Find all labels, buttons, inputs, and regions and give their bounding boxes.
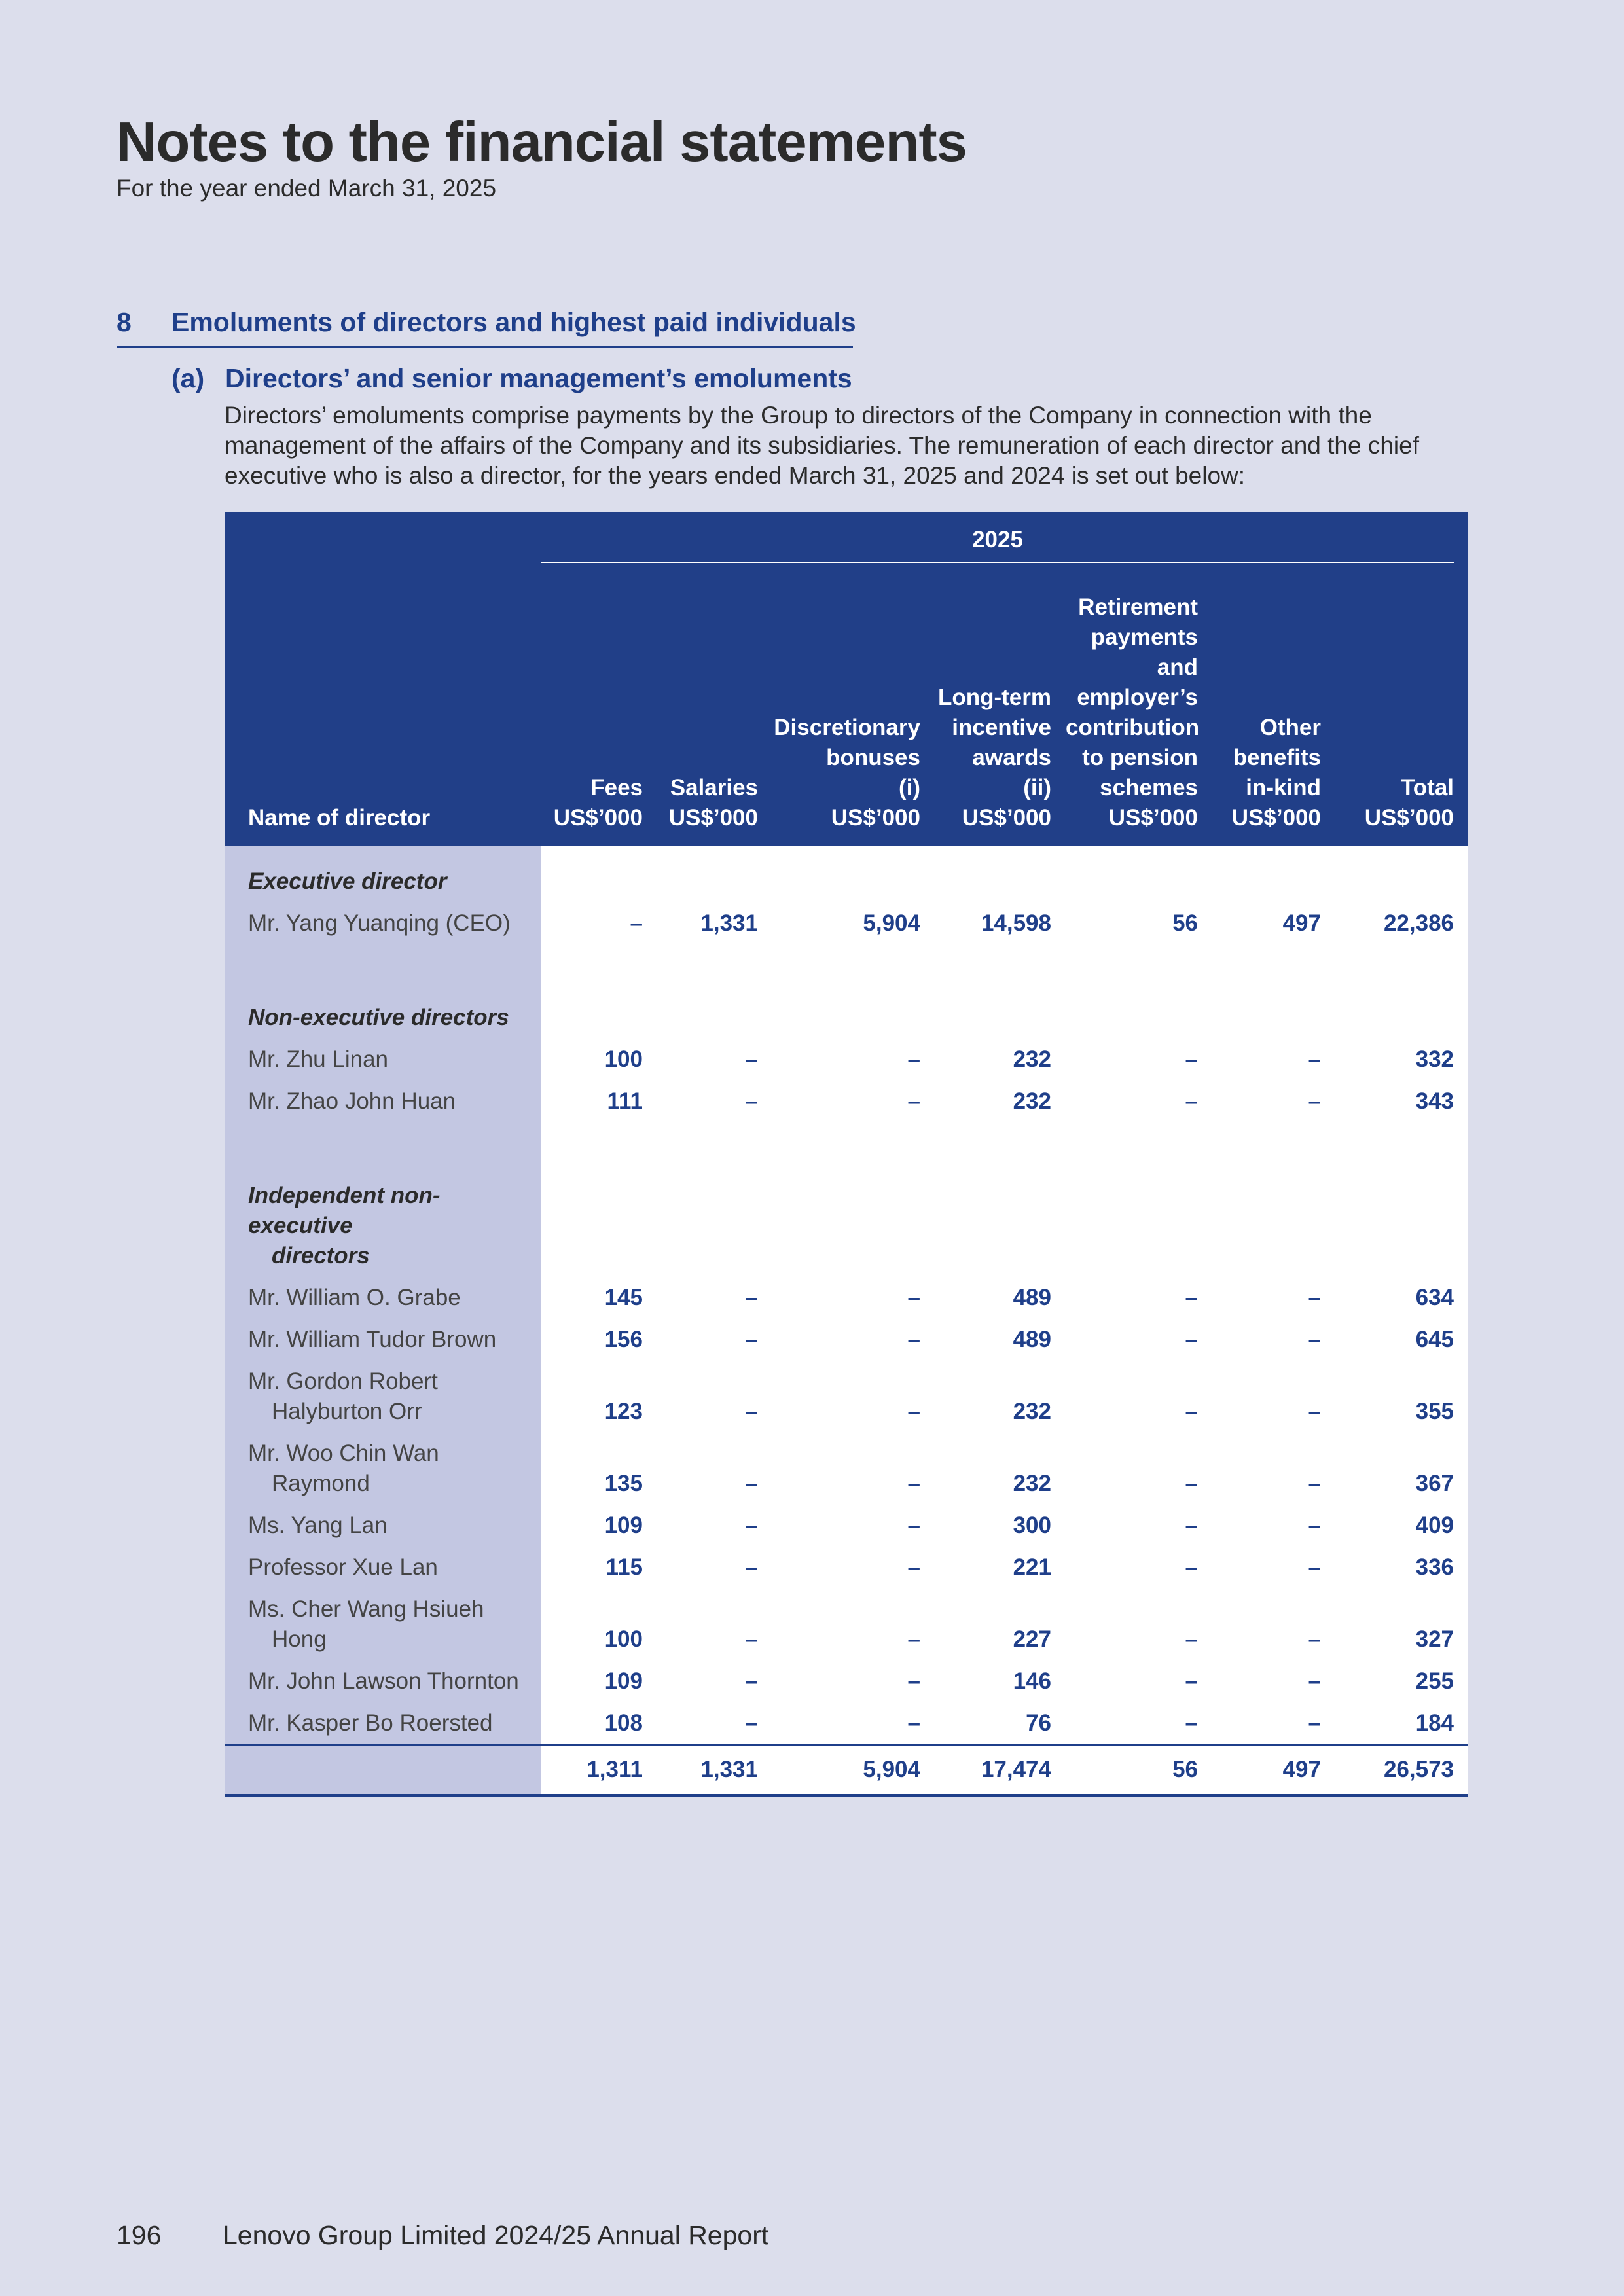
value-cell-bonuses: – bbox=[772, 1547, 935, 1588]
spacer-row bbox=[225, 944, 1468, 971]
value-cell-bonuses: – bbox=[772, 1433, 935, 1505]
value-cell-other: – bbox=[1212, 1039, 1335, 1081]
subsection-heading bbox=[171, 361, 852, 395]
value-cell-ltia: 221 bbox=[935, 1547, 1066, 1588]
spacer-name-cell bbox=[225, 1122, 541, 1149]
value-cell-bonuses: – bbox=[772, 1588, 935, 1660]
value-cell-fees: 100 bbox=[541, 1588, 657, 1660]
spacer-cell bbox=[1335, 971, 1468, 997]
column-header-unit: US$’000 bbox=[1231, 805, 1321, 831]
value-cell-fees: 111 bbox=[541, 1081, 657, 1122]
section-number: 8 bbox=[117, 307, 132, 337]
director-name bbox=[225, 1702, 541, 1745]
subsection-title: Directors’ and senior management’s emoluments bbox=[225, 363, 852, 393]
category-row bbox=[225, 861, 1468, 903]
value-cell-bonuses: 5,904 bbox=[772, 903, 935, 944]
spacer-cell bbox=[772, 1122, 935, 1149]
year-blank-cell bbox=[225, 512, 541, 565]
value-cell-fees: 156 bbox=[541, 1319, 657, 1361]
column-header-unit: US$’000 bbox=[668, 805, 758, 831]
spacer-cell bbox=[935, 944, 1066, 971]
director-name bbox=[225, 1319, 541, 1361]
value-cell-retirement: – bbox=[1066, 1039, 1212, 1081]
year-header bbox=[541, 512, 1468, 565]
column-header-label: Salaries bbox=[670, 775, 758, 800]
table-row bbox=[225, 1588, 1468, 1660]
value-cell-total: 343 bbox=[1335, 1081, 1468, 1122]
empty-cell bbox=[1212, 1175, 1335, 1277]
value-cell-total: 634 bbox=[1335, 1277, 1468, 1319]
total-cell-ltia: 17,474 bbox=[935, 1745, 1066, 1795]
value-cell-ltia: 300 bbox=[935, 1505, 1066, 1547]
value-cell-fees: 109 bbox=[541, 1660, 657, 1702]
value-cell-retirement: – bbox=[1066, 1361, 1212, 1433]
table-row bbox=[225, 1433, 1468, 1505]
empty-cell bbox=[1066, 861, 1212, 903]
spacer-cell bbox=[657, 971, 772, 997]
column-header-unit: US$’000 bbox=[831, 805, 920, 831]
value-cell-total: 255 bbox=[1335, 1660, 1468, 1702]
value-cell-ltia: 146 bbox=[935, 1660, 1066, 1702]
director-name bbox=[225, 1361, 541, 1433]
total-cell-fees: 1,311 bbox=[541, 1745, 657, 1795]
spacer-cell bbox=[657, 1122, 772, 1149]
year-label: 2025 bbox=[541, 514, 1454, 563]
value-cell-other: 497 bbox=[1212, 903, 1335, 944]
table-row bbox=[225, 1505, 1468, 1547]
empty-cell bbox=[541, 997, 657, 1039]
column-header-bonuses bbox=[772, 565, 935, 846]
director-name-line: Raymond bbox=[272, 1471, 370, 1496]
column-header-other-benefits bbox=[1212, 565, 1335, 846]
value-cell-bonuses: – bbox=[772, 1505, 935, 1547]
director-name bbox=[225, 1660, 541, 1702]
spacer-cell bbox=[1335, 846, 1468, 861]
spacer-cell bbox=[772, 971, 935, 997]
table-year-row bbox=[225, 512, 1468, 565]
spacer-cell bbox=[1335, 1122, 1468, 1149]
page-footer bbox=[117, 2219, 768, 2251]
category-label-line: Executive director bbox=[248, 869, 447, 894]
spacer-cell bbox=[1335, 944, 1468, 971]
value-cell-total: 22,386 bbox=[1335, 903, 1468, 944]
spacer-cell bbox=[772, 944, 935, 971]
value-cell-retirement: – bbox=[1066, 1588, 1212, 1660]
value-cell-salaries: – bbox=[657, 1039, 772, 1081]
column-header-label: Long-term incentive awards (ii) bbox=[937, 685, 1051, 800]
value-cell-other: – bbox=[1212, 1588, 1335, 1660]
value-cell-other: – bbox=[1212, 1081, 1335, 1122]
table-row bbox=[225, 1039, 1468, 1081]
column-header-unit: US$’000 bbox=[1364, 805, 1454, 831]
value-cell-ltia: 232 bbox=[935, 1039, 1066, 1081]
spacer-name-cell bbox=[225, 1149, 541, 1175]
director-name-line: Mr. Woo Chin Wan bbox=[248, 1441, 439, 1466]
value-cell-ltia: 232 bbox=[935, 1433, 1066, 1505]
emoluments-table bbox=[225, 512, 1468, 1797]
column-header-unit: US$’000 bbox=[962, 805, 1051, 831]
director-name-line: Mr. Zhao John Huan bbox=[248, 1088, 456, 1114]
value-cell-bonuses: – bbox=[772, 1039, 935, 1081]
total-cell-retirement: 56 bbox=[1066, 1745, 1212, 1795]
category-label-line: Independent non-executive bbox=[248, 1183, 441, 1238]
value-cell-ltia: 232 bbox=[935, 1081, 1066, 1122]
value-cell-retirement: – bbox=[1066, 1547, 1212, 1588]
value-cell-other: – bbox=[1212, 1702, 1335, 1745]
column-header-label: Total bbox=[1401, 775, 1454, 800]
value-cell-salaries: – bbox=[657, 1547, 772, 1588]
value-cell-salaries: – bbox=[657, 1660, 772, 1702]
value-cell-other: – bbox=[1212, 1433, 1335, 1505]
spacer-cell bbox=[1212, 1122, 1335, 1149]
director-name-line: Mr. Yang Yuanqing (CEO) bbox=[248, 910, 511, 936]
value-cell-fees: 115 bbox=[541, 1547, 657, 1588]
column-header-unit: US$’000 bbox=[553, 805, 643, 831]
column-header-unit: US$’000 bbox=[1108, 805, 1198, 831]
value-cell-retirement: – bbox=[1066, 1660, 1212, 1702]
director-name-line: Mr. Zhu Linan bbox=[248, 1047, 388, 1072]
spacer-cell bbox=[1066, 846, 1212, 861]
director-name bbox=[225, 1547, 541, 1588]
page-title: Notes to the financial statements bbox=[117, 111, 967, 173]
spacer-cell bbox=[541, 846, 657, 861]
spacer-row bbox=[225, 1149, 1468, 1175]
spacer-cell bbox=[935, 971, 1066, 997]
value-cell-salaries: – bbox=[657, 1277, 772, 1319]
table-row bbox=[225, 903, 1468, 944]
column-header-label: Retirement payments and employer’s contribution to pension schemes bbox=[1066, 594, 1200, 800]
value-cell-salaries: – bbox=[657, 1588, 772, 1660]
director-name bbox=[225, 1039, 541, 1081]
spacer-cell bbox=[657, 1149, 772, 1175]
director-name-line: Mr. William O. Grabe bbox=[248, 1285, 461, 1310]
spacer-cell bbox=[1066, 971, 1212, 997]
value-cell-other: – bbox=[1212, 1660, 1335, 1702]
value-cell-retirement: – bbox=[1066, 1505, 1212, 1547]
column-header-name bbox=[225, 565, 541, 846]
category-label bbox=[225, 997, 541, 1039]
empty-cell bbox=[657, 861, 772, 903]
value-cell-other: – bbox=[1212, 1505, 1335, 1547]
column-header-retirement bbox=[1066, 565, 1212, 846]
value-cell-other: – bbox=[1212, 1547, 1335, 1588]
director-name bbox=[225, 1277, 541, 1319]
value-cell-retirement: – bbox=[1066, 1702, 1212, 1745]
empty-cell bbox=[541, 861, 657, 903]
empty-cell bbox=[657, 1175, 772, 1277]
empty-cell bbox=[657, 997, 772, 1039]
value-cell-total: 336 bbox=[1335, 1547, 1468, 1588]
value-cell-salaries: 1,331 bbox=[657, 903, 772, 944]
table-row bbox=[225, 1361, 1468, 1433]
value-cell-total: 355 bbox=[1335, 1361, 1468, 1433]
value-cell-total: 367 bbox=[1335, 1433, 1468, 1505]
category-row bbox=[225, 997, 1468, 1039]
column-header-label: Fees bbox=[590, 775, 643, 800]
spacer-cell bbox=[935, 1149, 1066, 1175]
category-label bbox=[225, 1175, 541, 1277]
section-title: Emoluments of directors and highest paid individuals bbox=[171, 307, 856, 337]
director-name-line: Mr. John Lawson Thornton bbox=[248, 1668, 519, 1694]
director-name-line: Ms. Cher Wang Hsiueh bbox=[248, 1596, 484, 1622]
spacer-name-cell bbox=[225, 846, 541, 861]
spacer-row bbox=[225, 846, 1468, 861]
spacer-cell bbox=[1066, 1122, 1212, 1149]
value-cell-total: 327 bbox=[1335, 1588, 1468, 1660]
value-cell-total: 184 bbox=[1335, 1702, 1468, 1745]
spacer-cell bbox=[1212, 1149, 1335, 1175]
spacer-cell bbox=[935, 846, 1066, 861]
value-cell-fees: 108 bbox=[541, 1702, 657, 1745]
column-header-fees bbox=[541, 565, 657, 846]
table-row bbox=[225, 1319, 1468, 1361]
value-cell-bonuses: – bbox=[772, 1277, 935, 1319]
director-name-line: Hong bbox=[272, 1626, 327, 1652]
value-cell-salaries: – bbox=[657, 1702, 772, 1745]
spacer-cell bbox=[541, 1149, 657, 1175]
total-cell-other: 497 bbox=[1212, 1745, 1335, 1795]
director-name bbox=[225, 1505, 541, 1547]
value-cell-retirement: – bbox=[1066, 1277, 1212, 1319]
category-label bbox=[225, 861, 541, 903]
table-row bbox=[225, 1081, 1468, 1122]
value-cell-retirement: – bbox=[1066, 1319, 1212, 1361]
empty-cell bbox=[541, 1175, 657, 1277]
director-name-line: Mr. Gordon Robert bbox=[248, 1369, 438, 1394]
totals-row bbox=[225, 1745, 1468, 1795]
value-cell-bonuses: – bbox=[772, 1319, 935, 1361]
value-cell-salaries: – bbox=[657, 1433, 772, 1505]
column-header-salaries bbox=[657, 565, 772, 846]
empty-cell bbox=[1335, 997, 1468, 1039]
value-cell-other: – bbox=[1212, 1277, 1335, 1319]
table-column-header-row bbox=[225, 565, 1468, 846]
value-cell-ltia: 232 bbox=[935, 1361, 1066, 1433]
total-cell-bonuses: 5,904 bbox=[772, 1745, 935, 1795]
value-cell-fees: – bbox=[541, 903, 657, 944]
page-subtitle: For the year ended March 31, 2025 bbox=[117, 175, 497, 202]
section-heading bbox=[117, 305, 856, 348]
publication-title: Lenovo Group Limited 2024/25 Annual Report bbox=[223, 2220, 769, 2250]
value-cell-ltia: 227 bbox=[935, 1588, 1066, 1660]
spacer-cell bbox=[935, 1122, 1066, 1149]
totals-name-cell bbox=[225, 1745, 541, 1795]
empty-cell bbox=[1335, 861, 1468, 903]
table-row bbox=[225, 1547, 1468, 1588]
value-cell-ltia: 76 bbox=[935, 1702, 1066, 1745]
column-header-total bbox=[1335, 565, 1468, 846]
value-cell-fees: 123 bbox=[541, 1361, 657, 1433]
director-name-line: Mr. Kasper Bo Roersted bbox=[248, 1710, 493, 1736]
column-header-label: Discretionary bonuses (i) bbox=[774, 715, 920, 800]
value-cell-salaries: – bbox=[657, 1081, 772, 1122]
spacer-cell bbox=[1212, 971, 1335, 997]
value-cell-ltia: 14,598 bbox=[935, 903, 1066, 944]
spacer-cell bbox=[657, 944, 772, 971]
value-cell-ltia: 489 bbox=[935, 1319, 1066, 1361]
intro-paragraph: Directors’ emoluments comprise payments by the Group to directors of the Company in connection with the management of the affairs of the Company and its subsidiaries. The remuneration of each director and the chief executive who is also a director, for the years ended March 31, 2025 and 2024 is set out below: bbox=[225, 402, 1420, 489]
spacer-row bbox=[225, 971, 1468, 997]
spacer-cell bbox=[1335, 1149, 1468, 1175]
subsection-number: (a) bbox=[171, 363, 205, 393]
empty-cell bbox=[1335, 1175, 1468, 1277]
spacer-cell bbox=[1066, 944, 1212, 971]
spacer-name-cell bbox=[225, 944, 541, 971]
table-row bbox=[225, 1702, 1468, 1745]
empty-cell bbox=[772, 997, 935, 1039]
value-cell-fees: 145 bbox=[541, 1277, 657, 1319]
value-cell-bonuses: – bbox=[772, 1361, 935, 1433]
spacer-cell bbox=[657, 846, 772, 861]
value-cell-salaries: – bbox=[657, 1505, 772, 1547]
spacer-cell bbox=[1212, 944, 1335, 971]
total-cell-total: 26,573 bbox=[1335, 1745, 1468, 1795]
value-cell-total: 332 bbox=[1335, 1039, 1468, 1081]
value-cell-bonuses: – bbox=[772, 1660, 935, 1702]
table-body bbox=[225, 846, 1468, 1795]
value-cell-retirement: 56 bbox=[1066, 903, 1212, 944]
table-row bbox=[225, 1277, 1468, 1319]
category-label-line: directors bbox=[272, 1243, 370, 1268]
emoluments-table-container bbox=[225, 512, 1468, 1782]
column-header-label: Name of director bbox=[248, 805, 431, 831]
empty-cell bbox=[1066, 1175, 1212, 1277]
spacer-cell bbox=[541, 944, 657, 971]
empty-cell bbox=[772, 861, 935, 903]
value-cell-ltia: 489 bbox=[935, 1277, 1066, 1319]
empty-cell bbox=[935, 997, 1066, 1039]
value-cell-other: – bbox=[1212, 1319, 1335, 1361]
value-cell-retirement: – bbox=[1066, 1081, 1212, 1122]
empty-cell bbox=[1212, 997, 1335, 1039]
spacer-cell bbox=[1212, 846, 1335, 861]
value-cell-fees: 135 bbox=[541, 1433, 657, 1505]
empty-cell bbox=[935, 861, 1066, 903]
value-cell-total: 409 bbox=[1335, 1505, 1468, 1547]
spacer-cell bbox=[1066, 1149, 1212, 1175]
value-cell-fees: 100 bbox=[541, 1039, 657, 1081]
director-name bbox=[225, 1081, 541, 1122]
value-cell-other: – bbox=[1212, 1361, 1335, 1433]
value-cell-bonuses: – bbox=[772, 1702, 935, 1745]
empty-cell bbox=[772, 1175, 935, 1277]
spacer-cell bbox=[772, 1149, 935, 1175]
director-name bbox=[225, 1588, 541, 1660]
empty-cell bbox=[1212, 861, 1335, 903]
value-cell-bonuses: – bbox=[772, 1081, 935, 1122]
table-row bbox=[225, 1660, 1468, 1702]
value-cell-salaries: – bbox=[657, 1361, 772, 1433]
value-cell-retirement: – bbox=[1066, 1433, 1212, 1505]
column-header-label: Other benefits in-kind bbox=[1233, 715, 1321, 800]
spacer-row bbox=[225, 1122, 1468, 1149]
category-label-line: Non-executive directors bbox=[248, 1005, 509, 1030]
director-name-line: Professor Xue Lan bbox=[248, 1554, 438, 1580]
spacer-name-cell bbox=[225, 971, 541, 997]
value-cell-salaries: – bbox=[657, 1319, 772, 1361]
empty-cell bbox=[1066, 997, 1212, 1039]
page-number: 196 bbox=[117, 2220, 162, 2250]
spacer-cell bbox=[541, 1122, 657, 1149]
empty-cell bbox=[935, 1175, 1066, 1277]
director-name bbox=[225, 903, 541, 944]
director-name-line: Halyburton Orr bbox=[272, 1399, 422, 1424]
director-name-line: Mr. William Tudor Brown bbox=[248, 1327, 497, 1352]
value-cell-fees: 109 bbox=[541, 1505, 657, 1547]
spacer-cell bbox=[541, 971, 657, 997]
column-header-ltia bbox=[935, 565, 1066, 846]
total-cell-salaries: 1,331 bbox=[657, 1745, 772, 1795]
category-row bbox=[225, 1175, 1468, 1277]
director-name bbox=[225, 1433, 541, 1505]
spacer-cell bbox=[772, 846, 935, 861]
value-cell-total: 645 bbox=[1335, 1319, 1468, 1361]
director-name-line: Ms. Yang Lan bbox=[248, 1513, 388, 1538]
